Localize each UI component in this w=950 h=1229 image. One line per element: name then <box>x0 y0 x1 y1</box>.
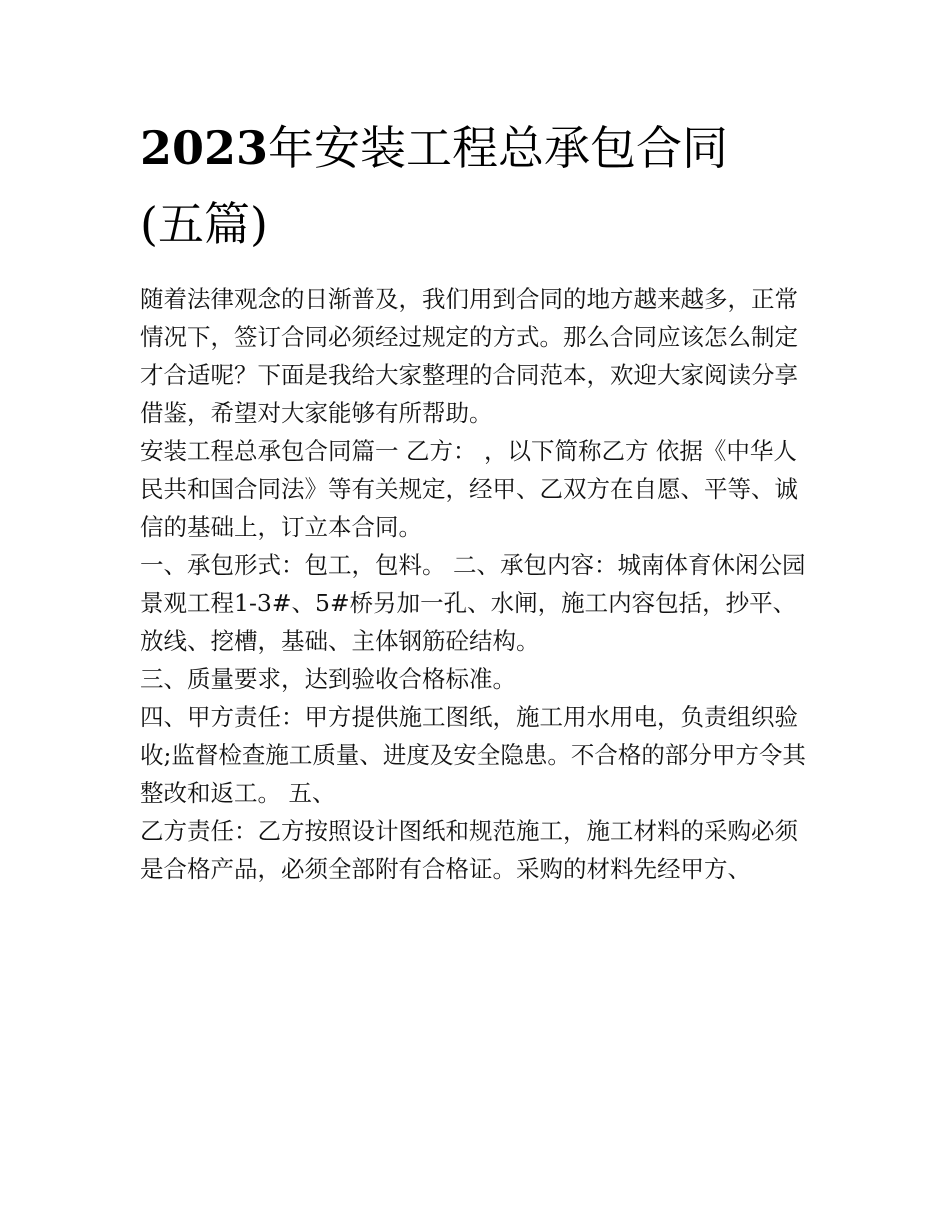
paragraph-party-b: 乙方责任：乙方按照设计图纸和规范施工，施工材料的采购必须是合格产品，必须全部附有合格证。采购的材料先经甲方、 <box>140 817 798 883</box>
document-title <box>140 110 815 262</box>
title-text: 年安装工程总承包合同 <box>268 121 729 175</box>
paragraph-contract-scope: 一、承包形式：包工，包料。 二、承包内容：城南体育休闲公园景观工程1-3#、5#桥另加一孔、水闸，施工内容包括，抄平、放线、挖槽，基础、主体钢筋砼结构。 <box>140 551 806 655</box>
paragraph-quality: 三、质量要求，达到验收合格标准。 <box>140 665 516 693</box>
title-subtitle: (五篇) <box>140 197 268 251</box>
paragraph-contract-preamble: 安装工程总承包合同篇一 乙方： ，以下简称乙方 依据《中华人民共和国合同法》等有关规定，经甲、乙双方在自愿、平等、诚信的基础上，订立本合同。 <box>140 437 798 541</box>
document-body <box>140 110 815 888</box>
paragraph-intro: 随着法律观念的日渐普及，我们用到合同的地方越来越多，正常情况下，签订合同必须经过规定的方式。那么合同应该怎么制定才合适呢？下面是我给大家整理的合同范本，欢迎大家阅读分享借鉴，希望对大家能够有所帮助。 <box>140 285 798 427</box>
title-year: 2023 <box>140 121 269 175</box>
paragraph-party-a: 四、甲方责任：甲方提供施工图纸，施工用水用电，负责组织验收;监督检查施工质量、进度及安全隐患。不合格的部分甲方令其整改和返工。 五、 <box>140 703 806 807</box>
